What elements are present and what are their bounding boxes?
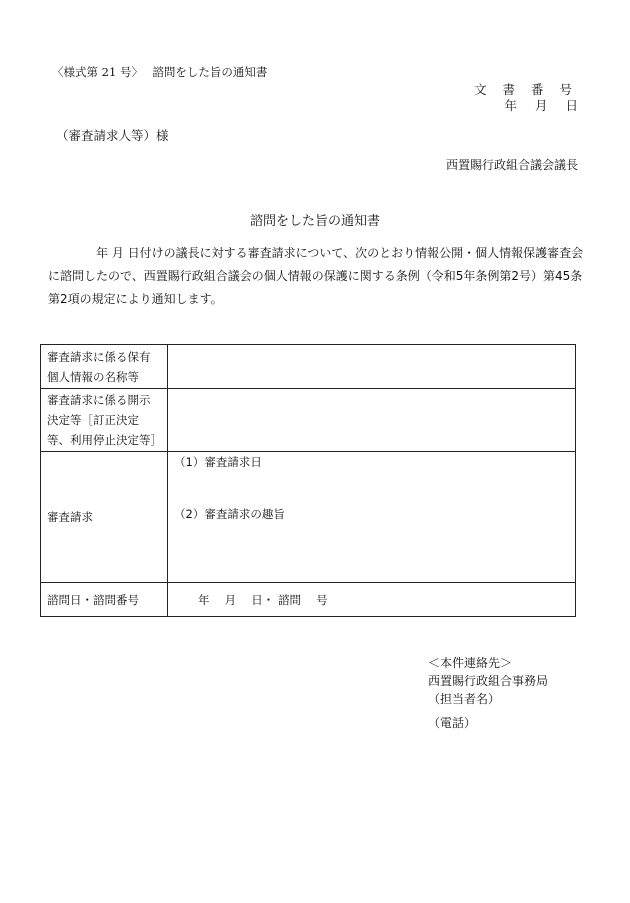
date-month: 月 [534, 98, 552, 113]
contact-phone: （電話） [428, 716, 477, 730]
issue-date [490, 96, 582, 114]
date-year: 年 [504, 98, 521, 113]
request-date-item: （1）審査請求日 [174, 455, 262, 469]
table-cell-value [168, 345, 576, 389]
table-cell-value [168, 389, 576, 452]
table-row [41, 452, 576, 583]
table-cell-value [168, 452, 576, 583]
addressee: （審査請求人等）様 [56, 128, 169, 143]
table-cell-label: 審査請求に係る開示決定等［訂正決定等、利用停止決定等］ [41, 389, 168, 452]
table-row [41, 583, 576, 617]
date-day: 日 [565, 98, 582, 113]
table-row [41, 345, 576, 389]
table-cell-label: 審査請求 [41, 452, 168, 583]
contact-block [428, 654, 548, 732]
document-number-label: 文 書 番 号 [474, 82, 578, 97]
contact-person: （担当者名） [428, 692, 501, 706]
contact-office: 西置賜行政組合事務局 [428, 674, 549, 688]
body-paragraph: 年 月 日付けの議長に対する審査請求について、次のとおり情報公開・個人情報保護審査会に諮問したので、西置賜行政組合議会の個人情報の保護に関する条例（令和5年条例第2号）第45条第2項の規定により通知します。 [48, 246, 584, 306]
form-number-label: 〈様式第 21 号〉 諮問をした旨の通知書 [52, 65, 268, 79]
table-row [41, 389, 576, 452]
sender: 西置賜行政組合議会議長 [445, 158, 578, 172]
contact-heading: ＜本件連絡先＞ [428, 656, 513, 670]
request-purpose-item: （2）審査請求の趣旨 [174, 507, 285, 521]
table-cell-value: 年 月 日・ 諮問 号 [168, 583, 576, 617]
document-title: 諮問をした旨の通知書 [249, 214, 380, 229]
table-cell-label: 審査請求に係る保有個人情報の名称等 [41, 345, 168, 389]
table-cell-label: 諮問日・諮問番号 [41, 583, 168, 617]
details-table [40, 344, 576, 617]
